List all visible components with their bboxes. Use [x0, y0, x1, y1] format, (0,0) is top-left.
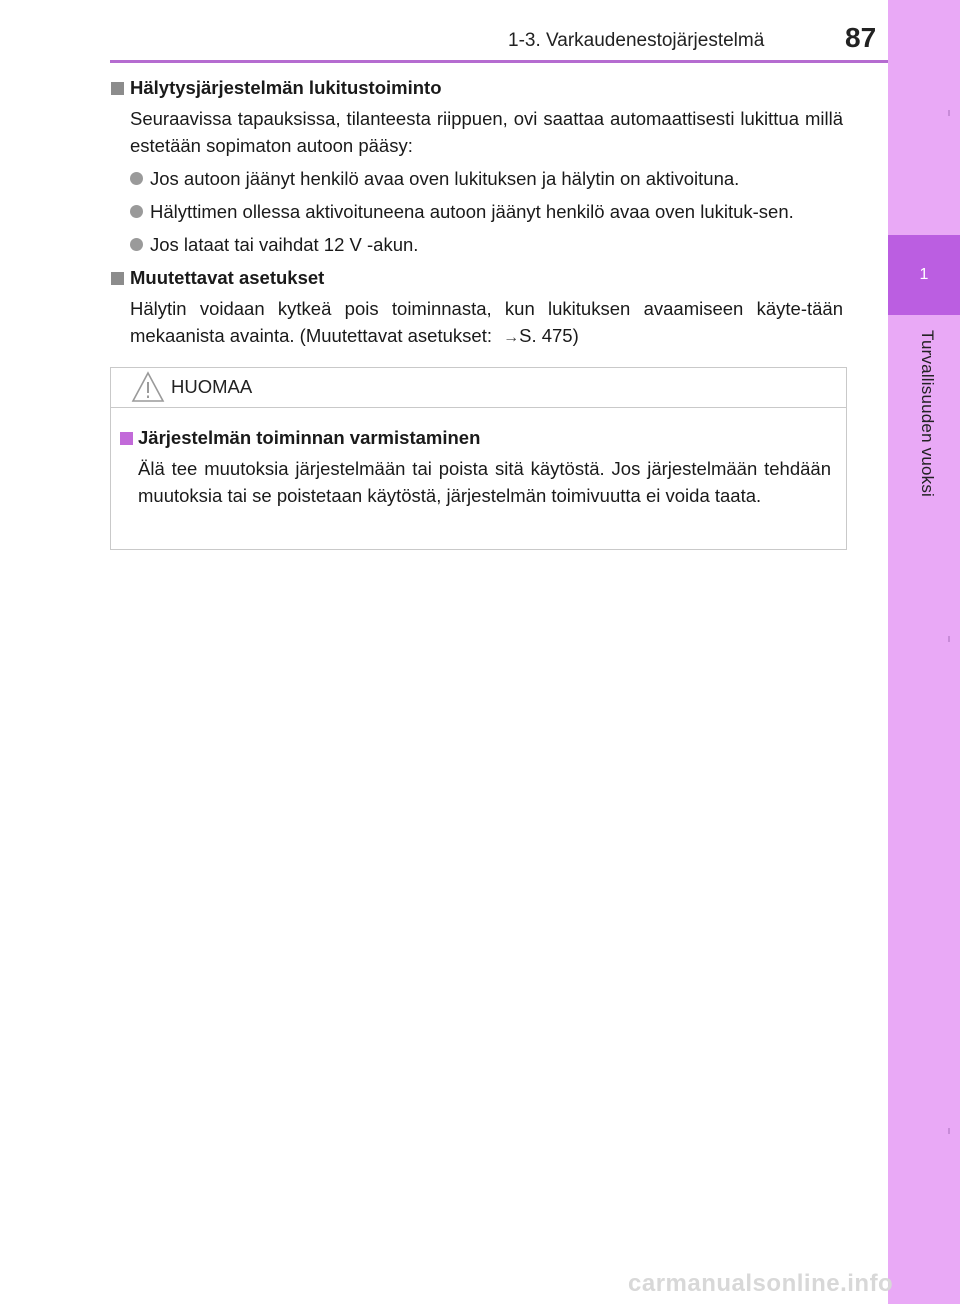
notice-body: [119, 424, 831, 509]
round-bullet-icon: [130, 205, 143, 218]
side-tick-mark: [948, 110, 950, 116]
watermark: carmanualsonline.info: [628, 1270, 894, 1297]
notice-heading: Järjestelmän toiminnan varmistaminen: [119, 424, 831, 451]
square-bullet-icon: [111, 82, 124, 95]
section-paragraph: Seuraavissa tapauksissa, tilanteesta riippuen, ovi saattaa automaattisesti lukittua millä estetään sopimaton autoon pääsy:: [130, 108, 843, 156]
round-bullet-icon: [130, 172, 143, 185]
section-heading: Muutettavat asetukset: [110, 264, 843, 291]
square-bullet-icon: [111, 272, 124, 285]
main-content: [110, 74, 843, 351]
chapter-number-tab: [888, 235, 960, 315]
section-heading: Hälytysjärjestelmän lukitustoiminto: [110, 74, 843, 101]
page-reference-link[interactable]: S. 475): [519, 325, 579, 346]
round-bullet-icon: [130, 238, 143, 251]
section-paragraph: Hälytin voidaan kytkeä pois toiminnasta, kun lukituksen avaamiseen käyte-tään mekaanista avainta. (Muutettavat asetukset: →S. 475): [130, 298, 843, 346]
notice-paragraph: Älä tee muutoksia järjestelmään tai poista sitä käytöstä. Jos järjestelmään tehdään muutoksia tai se poistetaan käytöstä, järjestelmän toimivuutta ei voida taata.: [138, 458, 831, 506]
warning-triangle-icon: [131, 371, 165, 403]
list-item: Hälyttimen ollessa aktivoituneena autoon jäänyt henkilö avaa oven lukituk-sen.: [110, 198, 843, 225]
header-rule: [110, 60, 888, 63]
page-number: 87: [845, 22, 877, 53]
notice-box: [110, 367, 847, 550]
chapter-number: 1: [919, 266, 929, 283]
section-title: 1-3. Varkaudenestojärjestelmä: [508, 30, 765, 51]
side-tick-mark: [948, 636, 950, 642]
side-tab-strip: [888, 0, 960, 1304]
square-bullet-icon: [120, 432, 133, 445]
list-item: Jos autoon jäänyt henkilö avaa oven lukituksen ja hälytin on aktivoituna.: [110, 165, 843, 192]
reference-arrow-icon: →: [503, 329, 520, 346]
side-tick-mark: [948, 1128, 950, 1134]
notice-header: [111, 368, 846, 408]
chapter-title: Turvallisuuden vuoksi: [918, 330, 937, 498]
list-item: Jos lataat tai vaihdat 12 V -akun.: [110, 231, 843, 258]
notice-title: HUOMAA: [171, 376, 253, 397]
